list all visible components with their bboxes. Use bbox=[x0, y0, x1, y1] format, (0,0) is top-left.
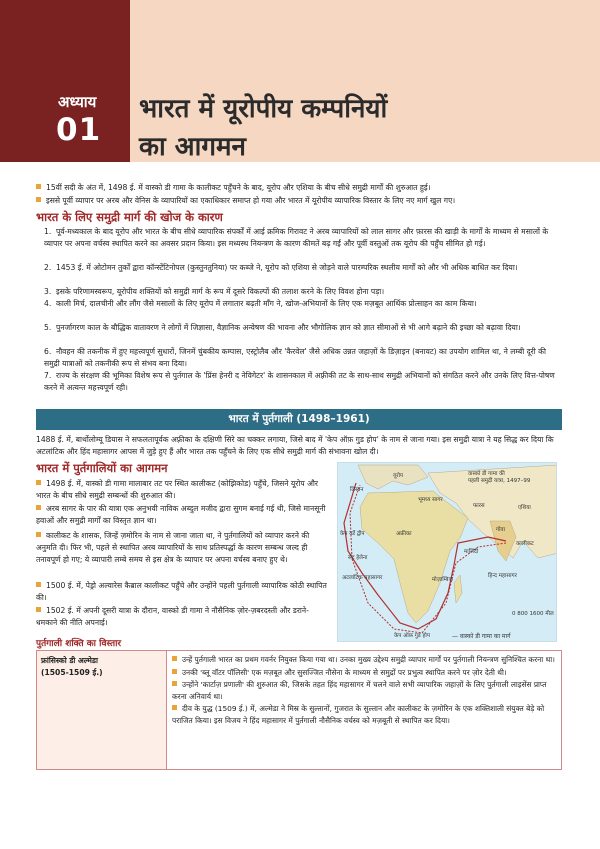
bullet-square-icon bbox=[172, 669, 177, 674]
numbered-list bbox=[44, 226, 560, 394]
expansion-table bbox=[36, 650, 562, 770]
list-item: 7. राज्य के संरक्षण की भूमिका विशेष रूप से पुर्तगाल के 'प्रिंस हेनरी द नेविगेटर' के शासनकाल में अफ़्रीकी तट के साथ-साथ समुद्री अभियानों को संगठित करने और उनके लिए वित्त-पोषण करने में अत्यन्त महत्त्वपूर्ण रही। bbox=[44, 371, 555, 392]
map-label-st-helena: सेंट हेलेना bbox=[348, 555, 368, 561]
governor-name: फ्रांसिस्को डी अल्मेडा bbox=[41, 656, 98, 665]
list-item: 1498 ई. में, वास्को डी गामा मालाबार तट पर स्थित कालीकट (कोझिकोड) पहुँचे, जिसने यूरोप और भारत के बीच सीधे समुद्री सम्बन्धों की शुरुआत की। bbox=[36, 479, 318, 500]
bullet-square-icon bbox=[36, 582, 41, 587]
africa-shape bbox=[360, 491, 468, 623]
map-label-cape-verde: केप वर्डे द्वीप bbox=[340, 531, 365, 537]
chapter-title-line1: भारत में यूरोपीय कम्पनियों bbox=[139, 94, 388, 124]
table-point: दीव के युद्ध (1509 ई.) में, अल्मेडा ने मिस्र के सुल्तानों, गुजरात के सुल्तान और कालीकट के ज़मोरिन के एक शक्तिशाली संयुक्त बेड़े को पराजित किया। इस विजय ने हिंद महासागर में पुर्तगाली नौसैनिक वर्चस्व को मज़बूती से स्थापित कर दिया। bbox=[172, 704, 545, 725]
map-title-2: पहली समुद्री यात्रा, 1497–99 bbox=[468, 478, 531, 484]
map-label-mozambique: मोज़ाम्बिक bbox=[432, 577, 453, 583]
bullet-square-icon bbox=[172, 705, 177, 710]
table-name-cell bbox=[37, 651, 167, 769]
table-point: उनकी 'ब्लू वॉटर पॉलिसी' एक मज़बूत और सुसज्जित नौसेना के माध्यम से समुद्रों पर प्रभुत्व स्थापित करने पर ज़ोर देती थी। bbox=[172, 667, 557, 679]
map-label-calicut: कालीकट bbox=[516, 541, 534, 547]
subsection-heading: पुर्तगाली शक्ति का विस्तार bbox=[36, 639, 122, 649]
section-banner: भारत में पुर्तगाली (1498–1961) bbox=[36, 409, 562, 430]
map-label-goa: गोवा bbox=[496, 527, 506, 533]
list-item: 6. नौवहन की तकनीक में हुए महत्त्वपूर्ण सुधारों, जिनमें चुंबकीय कम्पास, एस्ट्रोलैब और 'कैरवेल' जैसे अधिक उन्नत जहाज़ों के डिज़ाइन (बनावट) का उपयोग शामिल था, ने लम्बी दूरी की समुद्री यात्राओं को तकनीकी रूप से संभव बना दिया। bbox=[44, 347, 546, 368]
chapter-header bbox=[0, 0, 600, 162]
list-item: अरब सागर के पार की यात्रा एक अनुभवी नाविक अब्दुल मजीद द्वारा सुगम बनाई गई थी, जिसे मानसूनी हवाओं और समुद्री मार्गों का विस्तृत ज्ञान था। bbox=[36, 504, 326, 525]
bullet-square-icon bbox=[172, 656, 177, 661]
map-label-lisbon: लिस्बन bbox=[350, 487, 364, 493]
list-item: 2. 1453 ई. में ओटोमन तुर्कों द्वारा कॉन्स्टेंटिनोपल (कुस्तुनतुनिया) पर कब्जे ने, यूरोप को एशिया से जोड़ने वाले पारम्परिक स्थलीय मार्गों को और भी अधिक बाधित कर दिया। bbox=[44, 263, 518, 272]
bullet-square-icon bbox=[36, 607, 41, 612]
chapter-title-line2: का आगमन bbox=[139, 132, 246, 162]
map-label-africa: अफ्रीका bbox=[396, 531, 412, 537]
table-point: उन्हें पुर्तगाली भारत का प्रथम गवर्नर नियुक्त किया गया था। उनका मुख्य उद्देश्य समुद्री व्यापार मार्गों पर पुर्तगाली नियन्त्रण सुनिश्चित करना था। bbox=[172, 654, 557, 666]
map-label-cape: केप ऑफ़ गुड होप bbox=[394, 633, 430, 639]
governor-years: (1505-1509 ई.) bbox=[41, 668, 103, 677]
list-item: 1502 ई. में अपनी दूसरी यात्रा के दौरान, वास्को डी गामा ने नौसैनिक ज़ोर-ज़बरदस्ती और डराने-धमकाने की नीति अपनाई। bbox=[36, 606, 309, 627]
map-label-europe: यूरोप bbox=[393, 473, 403, 479]
bullet-square-icon bbox=[36, 532, 41, 537]
list-item: 1500 ई. में, पेड्रो अल्वारेस कैब्राल कालीकट पहुँचे और उन्होंने पहली पुर्तगाली व्यापारिक कोठी स्थापित की। bbox=[36, 581, 327, 602]
map-label-indian-ocean: हिन्द महासागर bbox=[488, 573, 517, 579]
list-item: कालीकट के शासक, जिन्हें ज़मोरिन के नाम से जाना जाता था, ने पुर्तगालियों को व्यापार करने की अनुमति दी। फिर भी, पहले से स्थापित अरब व्यापारियों के साथ प्रतिस्पर्द्धा के कारण सम्बन्ध जल्द ही तनावपूर्ण हो गए; ये व्यापारी लम्बे समय से इस क्षेत्र के व्यापार पर अपना वर्चस्व बनाए हुए थे। bbox=[36, 531, 310, 564]
map-label-atlantic: अटलांटिक महासागर bbox=[342, 575, 383, 581]
bullet-square-icon bbox=[36, 480, 41, 485]
map-legend: — वास्को डी गामा का मार्ग bbox=[452, 633, 511, 640]
voyage-map bbox=[337, 462, 557, 642]
section-heading: भारत के लिए समुद्री मार्ग की खोज के कारण bbox=[36, 210, 223, 224]
table-points-cell bbox=[168, 651, 561, 769]
map-label-persia: फारस bbox=[473, 503, 485, 509]
map-label-asia: एशिया bbox=[518, 505, 531, 511]
list-item: 5. पुनर्जागरण काल के बौद्धिक वातावरण ने लोगों में जिज्ञासा, वैज्ञानिक अन्वेषण की भावना और भौगोलिक ज्ञान को ज्ञात सीमाओं से भी आगे बढ़ाने की इच्छा को बढ़ावा दिया। bbox=[44, 323, 521, 332]
chapter-number: 01 bbox=[56, 112, 102, 148]
intro-paragraph: 1488 ई. में, बार्थोलोम्यू डियास ने सफलतापूर्वक अफ़्रीका के दक्षिणी सिरे का चक्कर लगाया, जिसे बाद में 'केप ऑफ़ गुड होप' के नाम से जाना गया। इस समुद्री यात्रा ने यह सिद्ध कर दिया कि अटलांटिक और हिंद महासागर आपस में जुड़े हुए हैं और भारत तक पहुँचने के लिए एक सीधे समुद्री मार्ग की संभावना खोल दी। bbox=[36, 435, 554, 456]
madagascar-shape bbox=[454, 575, 462, 603]
chapter-title bbox=[139, 90, 387, 166]
bullet-square-icon bbox=[36, 505, 41, 510]
list-item: 4. काली मिर्च, दालचीनी और लौंग जैसे मसालों के लिए यूरोप में लगातार बढ़ती माँग ने, खोज-अभियानों के लिए एक मज़बूत आर्थिक प्रोत्साहन का काम किया। bbox=[44, 299, 477, 308]
map-label-med: भूमध्य सागर bbox=[418, 497, 443, 503]
list-item: 1. पूर्व-मध्यकाल के बाद यूरोप और भारत के बीच सीधे व्यापारिक संपर्कों में आई क्रमिक गिरावट ने अरब व्यापारियों को लाल सागर और फ़ारस की खाड़ी के मार्गों के माध्यम से मसालों के व्यापार पर अपना वर्चस्व स्थापित करने का अवसर प्रदान किया। इस मध्यस्थ नियन्त्रण के कारण कीमतें बढ़ गईं और पूर्वी वस्तुओं तक यूरोप की पहुँच सीमित हो गई। bbox=[44, 227, 549, 248]
map-title-1: वास्को डी गामा की bbox=[468, 471, 505, 477]
chapter-word: अध्याय bbox=[58, 93, 97, 111]
map-label-malindi: मालिंदी bbox=[464, 549, 479, 555]
bullet-square-icon bbox=[36, 184, 41, 189]
intro-bullet: इससे पूर्वी व्यापार पर अरब और वेनिस के व्यापारियों का एकाधिकार समाप्त हो गया और भारत में यूरोपीय व्यापारिक विस्तार के लिए नए मार्ग खुल गए। bbox=[36, 195, 556, 207]
table-point: उन्होंने 'कार्टाज़ प्रणाली' की शुरुआत की, जिसके तहत हिंद महासागर में चलने वाले सभी व्यापारिक जहाज़ों के लिए पुर्तगाली लाइसेंस प्राप्त करना अनिवार्य था। bbox=[172, 680, 547, 701]
map-scale-label: 0 800 1600 मील bbox=[512, 611, 554, 617]
intro-bullet: 15वीं सदी के अंत में, 1498 ई. में वास्को डी गामा के कालीकट पहुँचने के बाद, यूरोप और एशिया के बीच सीधे समुद्री मार्गों की शुरुआत हुई। bbox=[36, 182, 556, 194]
bullet-square-icon bbox=[36, 197, 41, 202]
list-item: 3. इसके परिणामस्वरूप, यूरोपीय शक्तियों को समुद्री मार्ग के रूप में दूसरे विकल्पों की तलाश करने के लिए विवश होना पड़ा। bbox=[44, 287, 385, 296]
bullet-square-icon bbox=[172, 681, 177, 686]
section-heading: भारत में पुर्तगालियों का आगमन bbox=[36, 461, 168, 475]
